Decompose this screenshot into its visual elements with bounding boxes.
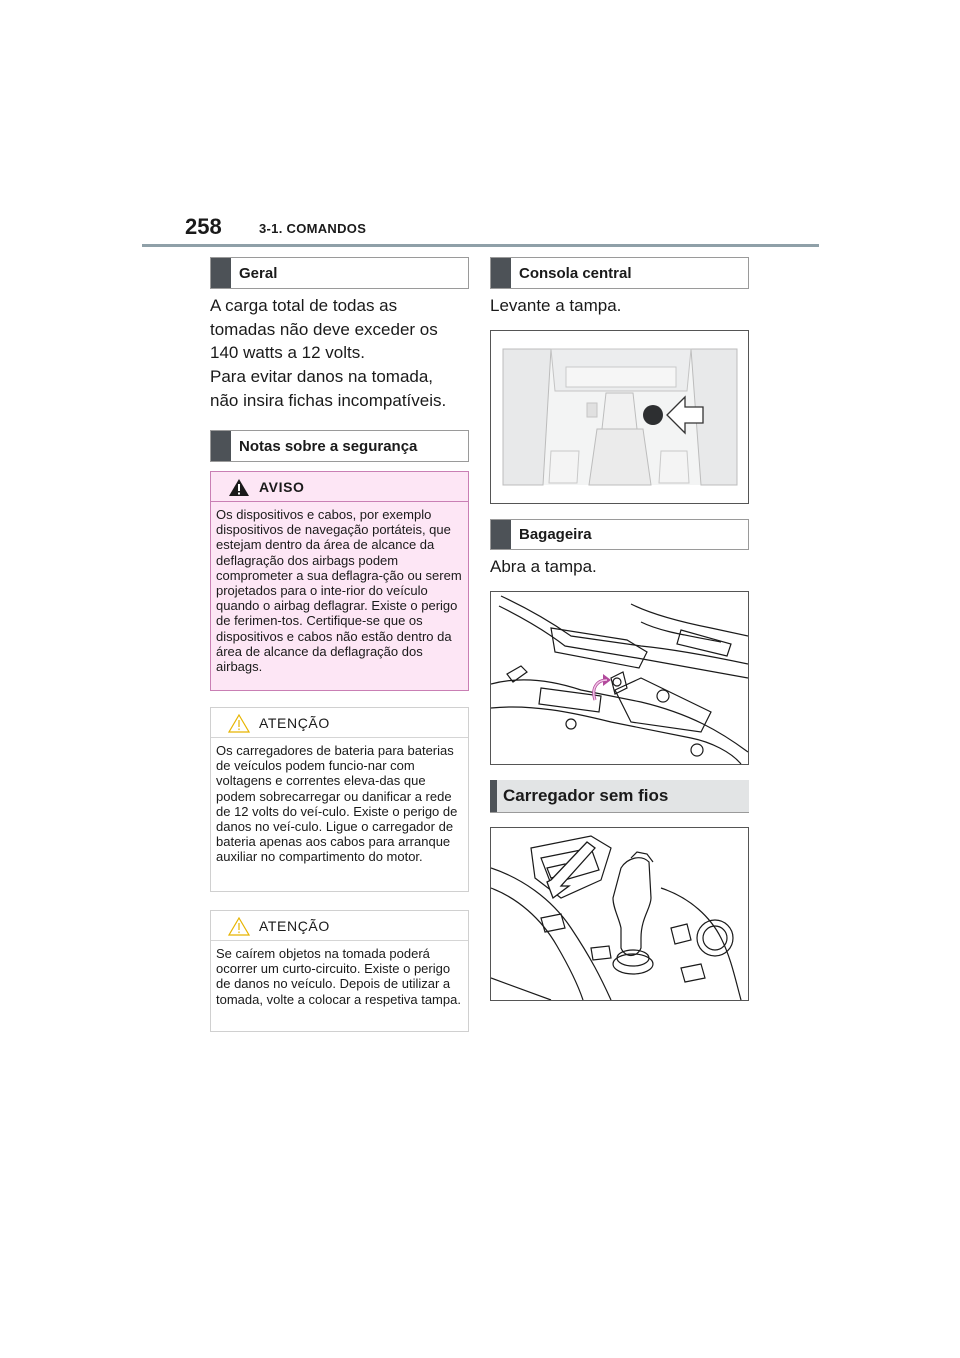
section-geral [210,257,469,289]
section-bagageira [490,519,749,550]
section-bar [490,780,497,812]
section-bar [491,520,511,549]
section-bar [491,258,511,288]
caution-label: ATENÇÃO [259,918,330,934]
section-title: Bagageira [519,526,592,543]
caution-triangle-icon [228,917,250,936]
page-number: 258 [185,214,222,239]
paragraph-levante: Levante a tampa. [490,296,622,315]
section-title: Consola central [519,264,632,282]
paragraph-abra: Abra a tampa. [490,557,597,576]
figure-consola-central [490,330,749,504]
warning-triangle-icon [228,478,250,497]
section-seguranca [210,430,469,462]
section-bar [211,258,231,288]
section-consola [490,257,749,289]
section-carregador [490,780,749,813]
section-title: Notas sobre a segurança [239,437,418,455]
header-rule [142,244,819,247]
caution-label: ATENÇÃO [259,715,330,731]
section-title: Geral [239,264,278,282]
caution-atencao-2 [210,910,469,1032]
caution-text: Os carregadores de bateria para baterias de veículos podem funcio-nar com voltagens e correntes eleva-das que podem sobrecarregar ou danificar a rede de 12 volts do veí-culo. Existe o perigo de danos no veí-culo. Ligue o carregador de bateria apenas aos cabos para arranque auxiliar no compartimento do motor. [216,743,458,865]
caution-text: Se caírem objetos na tomada poderá ocorrer um curto-circuito. Existe o perigo de danos no veículo. Depois de utilizar a tomada, volte a colocar a respetiva tampa. [216,946,461,1007]
section-title: Carregador sem fios [503,786,669,805]
figure-bagageira [490,591,749,765]
caution-atencao-1 [210,707,469,892]
paragraph-danos: Para evitar danos na tomada, não insira fichas incompatíveis. [210,367,447,410]
warning-text: Os dispositivos e cabos, por exemplo dispositivos de navegação portáteis, que estejam dentro da área de alcance da deflagração dos airbags podem comprometer a sua deflagra-ção ou serem projetados para o inte-rior do veículo quando o airbag deflagrar. Existe o perigo de ferimen-tos. Certifique-se que os dispositivos e cabos não estão dentro da área de alcance da deflagração dos airbags. [216,507,462,675]
section-bar [211,431,231,461]
caution-triangle-icon [228,714,250,733]
paragraph-carga: A carga total de todas as tomadas não deve exceder os 140 watts a 12 volts. [210,296,438,362]
warning-label: AVISO [259,479,305,495]
figure-carregador-sem-fios [490,827,749,1001]
warning-aviso [210,471,469,691]
chapter-title: 3-1. COMANDOS [259,221,367,236]
